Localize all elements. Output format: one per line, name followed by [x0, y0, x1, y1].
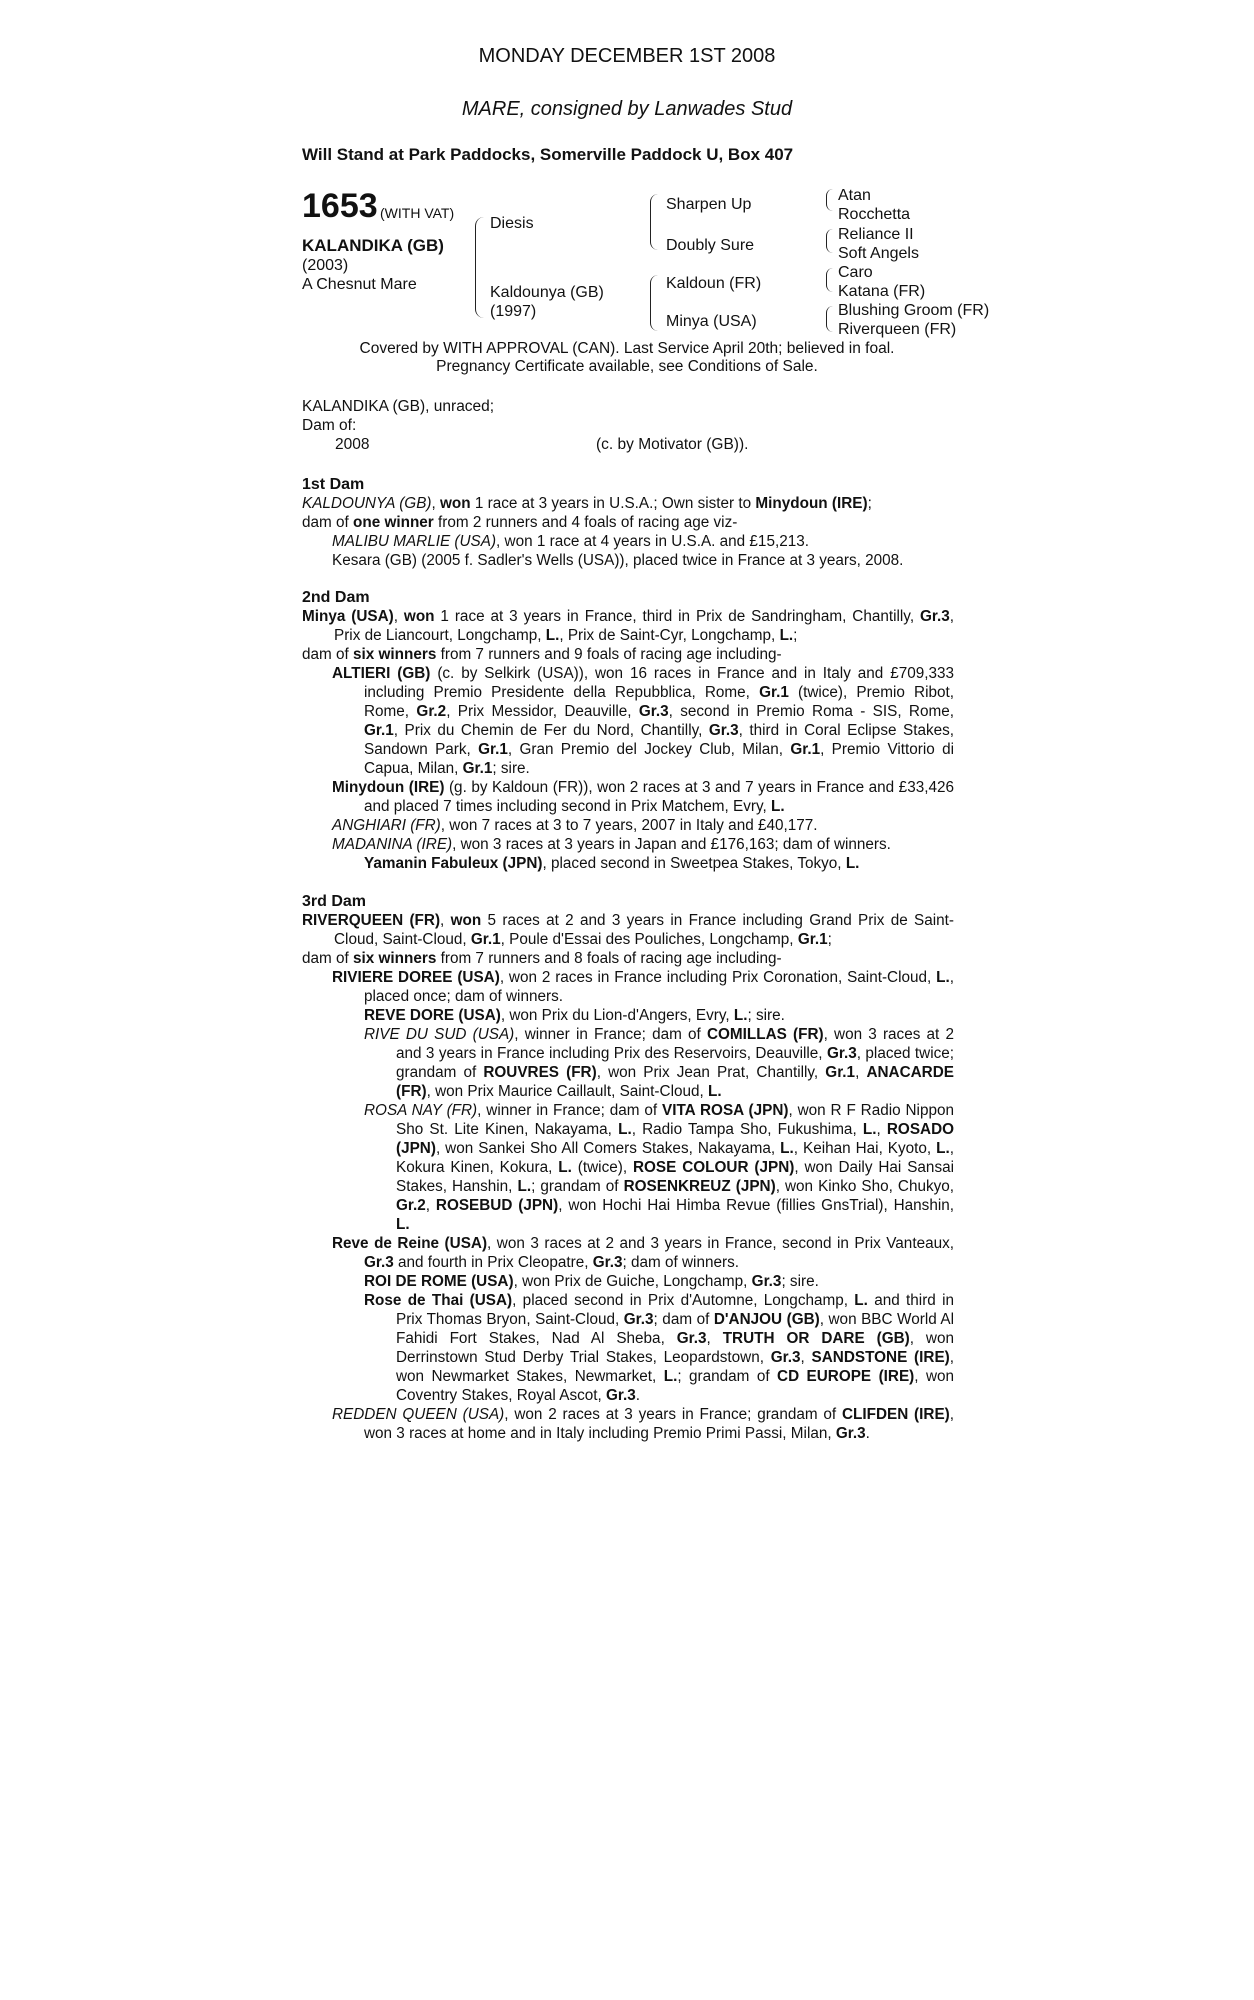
second-dam-section	[302, 588, 954, 873]
pedigree-dam-year: (1997)	[490, 303, 537, 320]
dam-text: dam of six winners from 7 runners and 9 foals of racing age including-	[302, 646, 782, 663]
progeny-entry: REVE DORE (USA), won Prix du Lion-d'Angers, Evry, L.; sire.	[364, 1007, 785, 1024]
progeny-entry: RIVE DU SUD (USA), winner in France; dam of COMILLAS (FR), won 3 races at 2 and 3 years in France including Prix des Reservoirs, Deauville, Gr.3, placed twice; grandam of ROUVRES (FR), won Prix Jean Prat, Chantilly, Gr.1, ANACARDE (FR), won Prix Maurice Caillault, Saint-Cloud, L.	[364, 1026, 955, 1100]
pedigree-g6: Katana (FR)	[838, 283, 926, 300]
progeny-entry: Reve de Reine (USA), won 3 races at 2 and 3 years in France, second in Prix Vanteaux, Gr.3 and fourth in Prix Cleopatre, Gr.3; dam of winners.	[332, 1235, 954, 1271]
progeny-entry: REDDEN QUEEN (USA), won 2 races at 3 years in France; grandam of CLIFDEN (IRE), won 3 races at home and in Italy including Premio Primi Passi, Milan, Gr.3.	[332, 1406, 954, 1442]
produce-heading: KALANDIKA (GB), unraced;	[302, 398, 495, 415]
pedigree-brace	[826, 189, 833, 211]
lot-number: 1653	[302, 187, 378, 225]
dam-text: Minya (USA), won 1 race at 3 years in France, third in Prix de Sandringham, Chantilly, Gr.3, Prix de Liancourt, Longchamp, L., Prix de Saint-Cyr, Longchamp, L.;	[302, 608, 954, 644]
progeny-entry: Minydoun (IRE) (g. by Kaldoun (FR)), won 2 races at 3 and 7 years in France and £33,426 and placed 7 times including second in Prix Matchem, Evry, L.	[332, 779, 954, 815]
dam-of-label: Dam of:	[302, 417, 357, 434]
pedigree-brace	[475, 217, 484, 318]
pedigree-dam: Kaldounya (GB)	[490, 284, 604, 301]
third-dam-section	[302, 892, 954, 1443]
stand-location: Will Stand at Park Paddocks, Somerville Paddock U, Box 407	[302, 145, 794, 164]
pedigree-g8: Riverqueen (FR)	[838, 321, 957, 338]
pedigree-g4: Soft Angels	[838, 245, 919, 262]
pedigree-brace	[826, 268, 833, 292]
pedigree-brace	[650, 275, 658, 331]
produce-year: 2008	[335, 436, 370, 453]
pedigree-g2: Rocchetta	[838, 206, 911, 223]
horse-name: KALANDIKA (GB)	[302, 236, 444, 255]
dam-text: RIVERQUEEN (FR), won 5 races at 2 and 3 years in France including Grand Prix de Saint-Cloud, Saint-Cloud, Gr.1, Poule d'Essai des Pouliches, Longchamp, Gr.1;	[302, 912, 955, 948]
progeny-entry: ROI DE ROME (USA), won Prix de Guiche, Longchamp, Gr.3; sire.	[364, 1273, 819, 1290]
pedigree-brace	[826, 306, 833, 332]
dam-text: dam of one winner from 2 runners and 4 foals of racing age viz-	[302, 514, 738, 531]
pedigree-sire-dam: Doubly Sure	[666, 237, 755, 254]
sale-date: MONDAY DECEMBER 1ST 2008	[478, 45, 776, 67]
progeny-entry: ROSA NAY (FR), winner in France; dam of VITA ROSA (JPN), won R F Radio Nippon Sho St. Lite Kinen, Nakayama, L., Radio Tampa Sho, Fukushima, L., ROSADO (JPN), won Sankei Sho All Comers Stakes, Nakayama, L., Keihan Hai, Kyoto, L., Kokura Kinen, Kokura, L. (twice), ROSE COLOUR (JPN), won Daily Hai Sansai Stakes, Hanshin, L.; grandam of ROSENKREUZ (JPN), won Kinko Sho, Chukyo, Gr.2, ROSEBUD (JPN), won Hochi Hai Himba Revue (fillies GnsTrial), Hanshin, L.	[364, 1102, 955, 1233]
pedigree-brace	[650, 194, 658, 250]
section-heading: 1st Dam	[302, 476, 365, 493]
covered-line: Covered by WITH APPROVAL (CAN). Last Service April 20th; believed in foal.	[359, 340, 895, 357]
pedigree-sire: Diesis	[490, 215, 534, 232]
progeny-entry: MALIBU MARLIE (USA), won 1 race at 4 years in U.S.A. and £15,213.	[332, 533, 809, 550]
pedigree-g1: Atan	[838, 187, 871, 204]
pregnancy-line: Pregnancy Certificate available, see Conditions of Sale.	[436, 358, 818, 375]
progeny-entry: RIVIERE DOREE (USA), won 2 races in France including Prix Coronation, Saint-Cloud, L., placed once; dam of winners.	[332, 969, 954, 1005]
pedigree-g5: Caro	[838, 264, 873, 281]
pedigree-sire-sire: Sharpen Up	[666, 196, 752, 213]
produce-foal: (c. by Motivator (GB)).	[596, 436, 749, 453]
consignment-line: MARE, consigned by Lanwades Stud	[461, 98, 793, 120]
vat-note: (WITH VAT)	[380, 205, 455, 221]
progeny-entry: MADANINA (IRE), won 3 races at 3 years in Japan and £176,163; dam of winners.	[332, 836, 891, 853]
horse-year: (2003)	[302, 257, 349, 274]
progeny-entry: Yamanin Fabuleux (JPN), placed second in Sweetpea Stakes, Tokyo, L.	[364, 855, 860, 872]
progeny-entry: Rose de Thai (USA), placed second in Prix d'Automne, Longchamp, L. and third in Prix Thomas Bryon, Saint-Cloud, Gr.3; dam of D'ANJOU (GB), won BBC World Al Fahidi Fort Stakes, Nad Al Sheba, Gr.3, TRUTH OR DARE (GB), won Derrinstown Stud Derby Trial Stakes, Leopardstown, Gr.3, SANDSTONE (IRE), won Newmarket Stakes, Newmarket, L.; grandam of CD EUROPE (IRE), won Coventry Stakes, Royal Ascot, Gr.3.	[364, 1292, 955, 1404]
pedigree-dam-dam: Minya (USA)	[666, 313, 757, 330]
dam-text: KALDOUNYA (GB), won 1 race at 3 years in U.S.A.; Own sister to Minydoun (IRE);	[302, 495, 872, 512]
pedigree-brace	[826, 229, 833, 253]
progeny-entry: ANGHIARI (FR), won 7 races at 3 to 7 years, 2007 in Italy and £40,177.	[332, 817, 818, 834]
section-heading: 2nd Dam	[302, 589, 370, 606]
section-heading: 3rd Dam	[302, 893, 367, 910]
dam-text: dam of six winners from 7 runners and 8 foals of racing age including-	[302, 950, 782, 967]
first-dam-section	[302, 475, 954, 570]
pedigree-g7: Blushing Groom (FR)	[838, 302, 990, 319]
horse-description: A Chesnut Mare	[302, 276, 417, 293]
pedigree-dam-sire: Kaldoun (FR)	[666, 275, 762, 292]
pedigree-g3: Reliance II	[838, 226, 914, 243]
progeny-entry: Kesara (GB) (2005 f. Sadler's Wells (USA)), placed twice in France at 3 years, 2008.	[332, 552, 904, 569]
progeny-entry: ALTIERI (GB) (c. by Selkirk (USA)), won 16 races in France and in Italy and £709,333 including Premio Presidente della Repubblica, Rome, Gr.1 (twice), Premio Ribot, Rome, Gr.2, Prix Messidor, Deauville, Gr.3, second in Premio Roma - SIS, Rome, Gr.1, Prix du Chemin de Fer du Nord, Chantilly, Gr.3, third in Coral Eclipse Stakes, Sandown Park, Gr.1, Gran Premio del Jockey Club, Milan, Gr.1, Premio Vittorio di Capua, Milan, Gr.1; sire.	[332, 665, 955, 777]
